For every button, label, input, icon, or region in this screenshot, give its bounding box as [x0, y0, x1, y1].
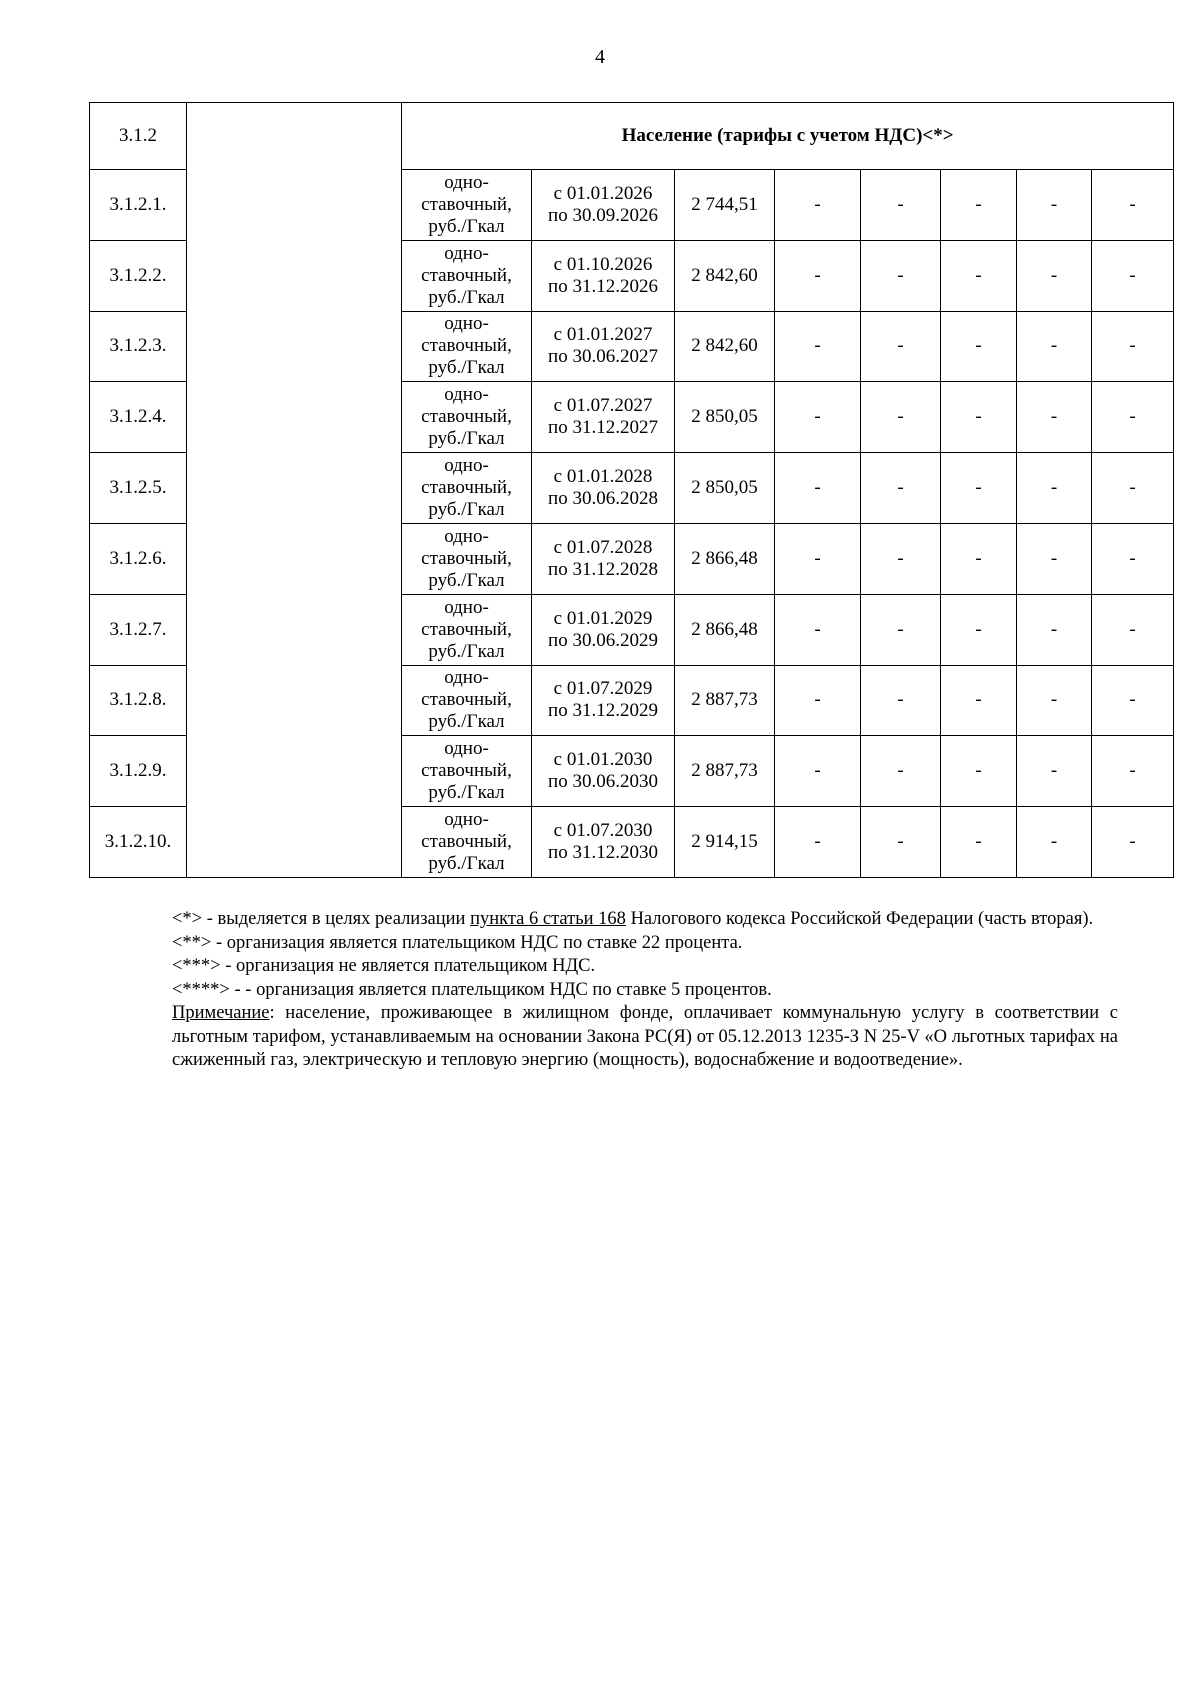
period-cell — [532, 594, 675, 665]
period-from: с 01.07.2027 — [553, 395, 653, 417]
period-to: по 31.12.2030 — [548, 842, 658, 864]
period-from: с 01.07.2030 — [553, 820, 653, 842]
tariff-value: 2 842,60 — [675, 240, 775, 311]
tariff-value: 2 744,51 — [675, 170, 775, 241]
period-to: по 30.09.2026 — [548, 204, 658, 226]
empty-value-dash: - — [1017, 240, 1092, 311]
empty-value-dash: - — [941, 170, 1017, 241]
row-number: 3.1.2.4. — [90, 382, 187, 453]
rate-type-line: ставочный, — [421, 618, 512, 640]
rate-type-line: ставочный, — [421, 406, 512, 428]
period-to: по 31.12.2026 — [548, 275, 658, 297]
rate-type-line: ставочный, — [421, 335, 512, 357]
empty-value-dash: - — [775, 170, 861, 241]
empty-value-dash: - — [941, 311, 1017, 382]
empty-value-dash: - — [1017, 807, 1092, 878]
empty-value-dash: - — [1017, 311, 1092, 382]
rate-type-cell — [402, 453, 532, 524]
empty-value-dash: - — [941, 736, 1017, 807]
rate-type-line: одно- — [444, 596, 489, 618]
footnote-1-suffix: Налогового кодекса Российской Федерации (часть вторая). — [625, 909, 1094, 929]
rate-type-line: руб./Гкал — [428, 357, 505, 379]
period-from: с 01.07.2028 — [553, 536, 653, 558]
rate-type-cell — [402, 240, 532, 311]
rate-type-line: одно- — [444, 455, 489, 477]
period-to: по 31.12.2027 — [548, 417, 658, 439]
period-from: с 01.01.2029 — [553, 607, 653, 629]
empty-value-dash: - — [861, 311, 941, 382]
empty-value-dash: - — [1092, 736, 1174, 807]
empty-value-dash: - — [1092, 311, 1174, 382]
period-cell — [532, 453, 675, 524]
rate-type-line: одно- — [444, 242, 489, 264]
row-number: 3.1.2.10. — [90, 807, 187, 878]
empty-value-dash: - — [1092, 240, 1174, 311]
empty-value-dash: - — [861, 665, 941, 736]
rate-type-cell — [402, 523, 532, 594]
rate-type-line: ставочный, — [421, 547, 512, 569]
rate-type-cell — [402, 594, 532, 665]
period-to: по 31.12.2029 — [548, 700, 658, 722]
period-cell — [532, 523, 675, 594]
empty-value-dash: - — [1092, 594, 1174, 665]
rate-type-line: руб./Гкал — [428, 782, 505, 804]
note-text: : население, проживающее в жилищном фонде, оплачивает коммунальную услугу в соответствии с льготным тарифом, устанавливаемым на основании Закона РС(Я) от 05.12.2013 1235-З N 25-V «О льготных тарифах на сжиженный газ, электрическую и тепловую энергию (мощность), водоснабжение и водоотведение». — [172, 1003, 1118, 1070]
rate-type-line: одно- — [444, 809, 489, 831]
empty-value-dash: - — [775, 453, 861, 524]
rate-type-line: ставочный, — [421, 477, 512, 499]
empty-value-dash: - — [775, 311, 861, 382]
footnote-3: <***> - организация не является плательщиком НДС. — [172, 956, 596, 976]
legal-reference-link[interactable]: пункта 6 статьи 168 — [470, 909, 626, 929]
period-from: с 01.01.2028 — [553, 466, 653, 488]
empty-value-dash: - — [941, 594, 1017, 665]
empty-value-dash: - — [1092, 523, 1174, 594]
empty-value-dash: - — [1092, 382, 1174, 453]
footnote-1 — [172, 908, 1118, 932]
period-cell — [532, 807, 675, 878]
note-paragraph — [172, 1002, 1118, 1073]
merged-blank-cell — [187, 103, 402, 878]
empty-value-dash: - — [1017, 594, 1092, 665]
footnote-4: <****> - - организация является плательщиком НДС по ставке 5 процентов. — [172, 979, 772, 1000]
row-number: 3.1.2.8. — [90, 665, 187, 736]
rate-type-line: руб./Гкал — [428, 569, 505, 591]
rate-type-cell — [402, 382, 532, 453]
footnote-2: <**> - организация является плательщиком НДС по ставке 22 процента. — [172, 932, 743, 953]
period-from: с 01.10.2026 — [553, 253, 653, 275]
empty-value-dash: - — [1017, 523, 1092, 594]
tariff-table — [89, 102, 1174, 878]
period-to: по 30.06.2028 — [548, 488, 658, 510]
rate-type-line: одно- — [444, 667, 489, 689]
empty-value-dash: - — [861, 807, 941, 878]
empty-value-dash: - — [775, 594, 861, 665]
section-code: 3.1.2 — [90, 103, 187, 170]
rate-type-line: ставочный, — [421, 760, 512, 782]
empty-value-dash: - — [1017, 453, 1092, 524]
tariff-value: 2 914,15 — [675, 807, 775, 878]
empty-value-dash: - — [1017, 382, 1092, 453]
period-cell — [532, 736, 675, 807]
rate-type-line: ставочный, — [421, 831, 512, 853]
tariff-value: 2 866,48 — [675, 523, 775, 594]
row-number: 3.1.2.9. — [90, 736, 187, 807]
period-cell — [532, 382, 675, 453]
period-to: по 30.06.2030 — [548, 771, 658, 793]
period-cell — [532, 170, 675, 241]
tariff-value: 2 842,60 — [675, 311, 775, 382]
empty-value-dash: - — [775, 807, 861, 878]
rate-type-line: одно- — [444, 738, 489, 760]
rate-type-line: руб./Гкал — [428, 428, 505, 450]
rate-type-line: ставочный, — [421, 193, 512, 215]
tariff-value: 2 887,73 — [675, 665, 775, 736]
empty-value-dash: - — [775, 523, 861, 594]
empty-value-dash: - — [941, 240, 1017, 311]
row-number: 3.1.2.7. — [90, 594, 187, 665]
rate-type-cell — [402, 736, 532, 807]
rate-type-line: одно- — [444, 384, 489, 406]
note-label: Примечание — [172, 1003, 270, 1023]
empty-value-dash: - — [861, 240, 941, 311]
empty-value-dash: - — [861, 594, 941, 665]
empty-value-dash: - — [775, 736, 861, 807]
period-cell — [532, 240, 675, 311]
rate-type-line: руб./Гкал — [428, 711, 505, 733]
empty-value-dash: - — [861, 453, 941, 524]
rate-type-line: ставочный, — [421, 264, 512, 286]
period-cell — [532, 311, 675, 382]
empty-value-dash: - — [941, 523, 1017, 594]
rate-type-line: руб./Гкал — [428, 640, 505, 662]
empty-value-dash: - — [775, 382, 861, 453]
empty-value-dash: - — [1092, 170, 1174, 241]
rate-type-line: одно- — [444, 525, 489, 547]
row-number: 3.1.2.5. — [90, 453, 187, 524]
empty-value-dash: - — [861, 523, 941, 594]
empty-value-dash: - — [775, 665, 861, 736]
empty-value-dash: - — [775, 240, 861, 311]
period-from: с 01.01.2030 — [553, 749, 653, 771]
page-number: 4 — [595, 46, 605, 68]
rate-type-line: одно- — [444, 313, 489, 335]
empty-value-dash: - — [861, 736, 941, 807]
row-number: 3.1.2.6. — [90, 523, 187, 594]
section-title: Население (тарифы с учетом НДС)<*> — [402, 103, 1174, 170]
rate-type-cell — [402, 311, 532, 382]
empty-value-dash: - — [861, 382, 941, 453]
row-number: 3.1.2.3. — [90, 311, 187, 382]
period-cell — [532, 665, 675, 736]
rate-type-cell — [402, 170, 532, 241]
rate-type-line: одно- — [444, 171, 489, 193]
rate-type-cell — [402, 807, 532, 878]
rate-type-cell — [402, 665, 532, 736]
rate-type-line: руб./Гкал — [428, 499, 505, 521]
period-from: с 01.07.2029 — [553, 678, 653, 700]
footnotes — [172, 908, 1118, 1073]
empty-value-dash: - — [1017, 665, 1092, 736]
footnote-1-prefix: <*> - выделяется в целях реализации — [172, 909, 471, 929]
tariff-value: 2 887,73 — [675, 736, 775, 807]
empty-value-dash: - — [861, 170, 941, 241]
empty-value-dash: - — [941, 665, 1017, 736]
period-from: с 01.01.2026 — [553, 182, 653, 204]
rate-type-line: руб./Гкал — [428, 853, 505, 875]
rate-type-line: руб./Гкал — [428, 215, 505, 237]
period-to: по 31.12.2028 — [548, 558, 658, 580]
empty-value-dash: - — [941, 453, 1017, 524]
empty-value-dash: - — [941, 807, 1017, 878]
period-to: по 30.06.2027 — [548, 346, 658, 368]
period-to: по 30.06.2029 — [548, 629, 658, 651]
tariff-value: 2 866,48 — [675, 594, 775, 665]
empty-value-dash: - — [1017, 170, 1092, 241]
empty-value-dash: - — [941, 382, 1017, 453]
tariff-value: 2 850,05 — [675, 382, 775, 453]
rate-type-line: руб./Гкал — [428, 286, 505, 308]
empty-value-dash: - — [1092, 665, 1174, 736]
section-header-row — [90, 103, 1174, 170]
empty-value-dash: - — [1092, 807, 1174, 878]
row-number: 3.1.2.1. — [90, 170, 187, 241]
period-from: с 01.01.2027 — [553, 324, 653, 346]
rate-type-line: ставочный, — [421, 689, 512, 711]
empty-value-dash: - — [1017, 736, 1092, 807]
row-number: 3.1.2.2. — [90, 240, 187, 311]
tariff-value: 2 850,05 — [675, 453, 775, 524]
empty-value-dash: - — [1092, 453, 1174, 524]
